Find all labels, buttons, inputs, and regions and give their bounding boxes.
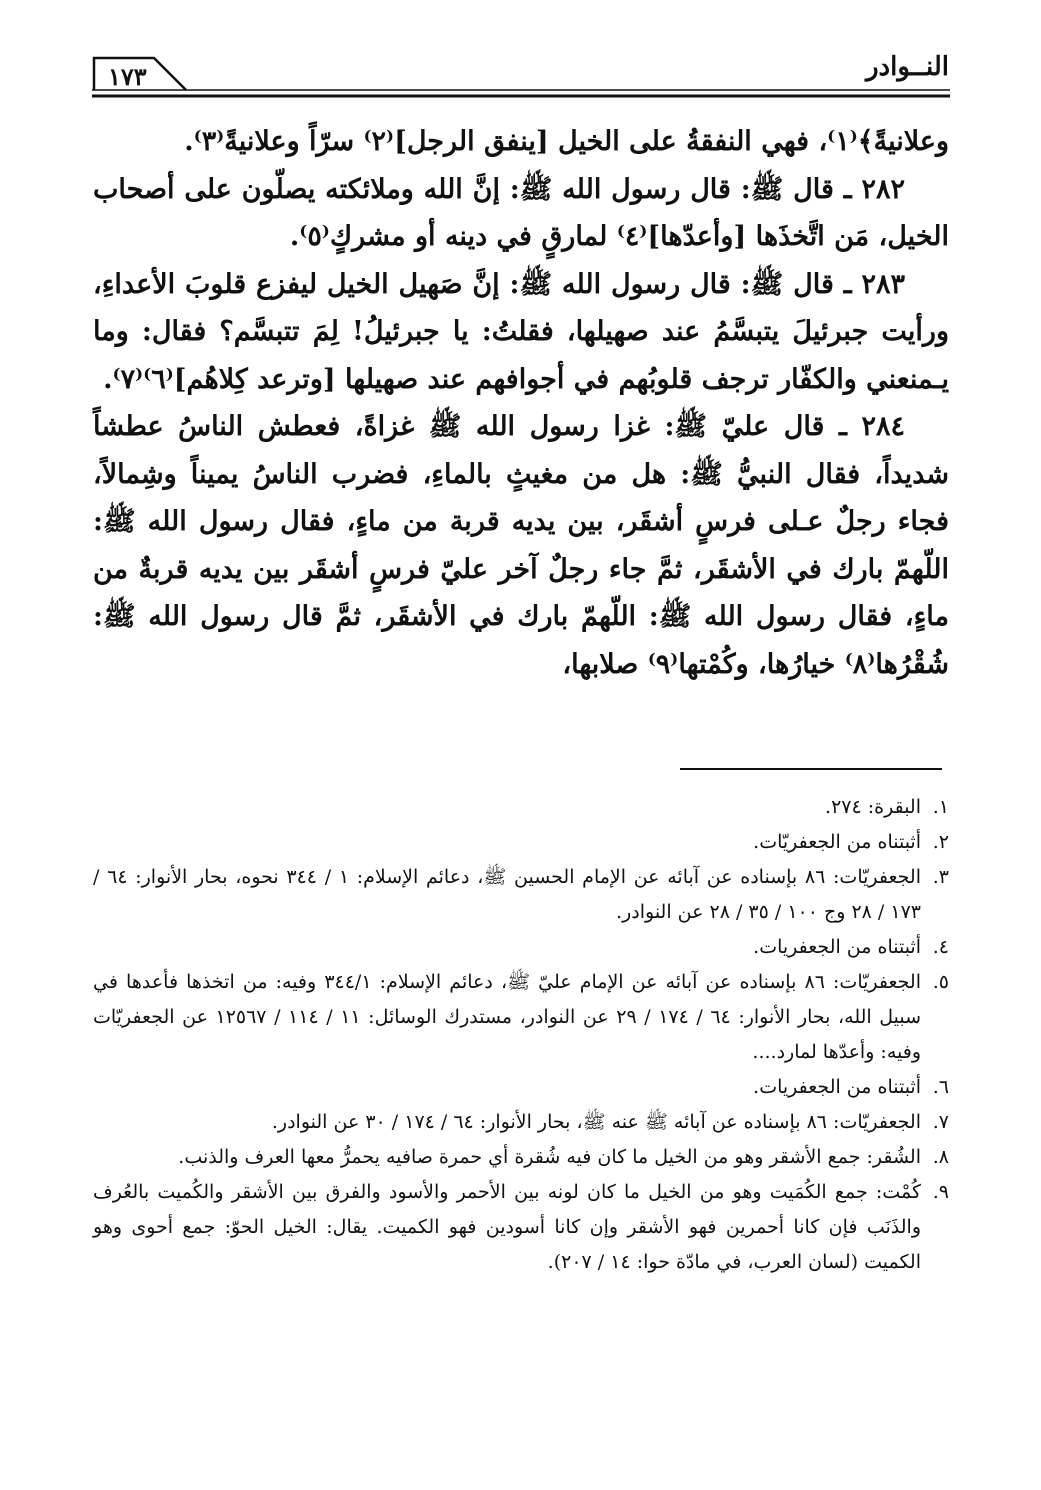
footnote-text: الجعفريّات: ٨٦ بإسناده عن آبائه ﷺ عنه ﷺ، بحار الأنوار: ٦٤ / ١٧٤ / ٣٠ عن النوادر. — [271, 1111, 921, 1133]
footnote-separator — [680, 768, 942, 770]
footnote — [93, 1070, 949, 1105]
footnote-text: أثبتناه من الجعفريات. — [753, 936, 921, 958]
footnote — [93, 860, 949, 930]
paragraph-284: ٢٨٤ ـ قال عليّ ﷺ: غزا رسول الله ﷺ غزاةً، فعطش الناسُ عطشاً شديداً، فقال النبيُّ ﷺ: هل من مغيثٍ بالماءِ، فضرب الناسُ يميناً وشِمالاً، فجاء رجلٌ عـلى فرسٍ أشقَر، بين يديه قربة من ماءٍ، فقال رسول الله ﷺ: اللّهمّ بارك في الأشقَر، ثمَّ جاء رجلٌ آخر عليّ فرسٍ أشقَر بين يديه قربةٌ من ماءٍ، فقال رسول الله ﷺ: اللّهمّ بارك في الأشقَر، ثمَّ قال رسول الله ﷺ: شُقْرُها⁽٨⁾ خيارُها، وكُمْتها⁽٩⁾ صلابها، — [93, 411, 949, 680]
footnote — [93, 930, 949, 965]
footnote — [93, 1140, 949, 1175]
footnote-text: كُمْت: جمع الكُمَيت وهو من الخيل ما كان لونه بين الأحمر والأسود والفرق بين الأشقر والكُميت بالعُرف والذَنَب فإن كانا أحمرين فهو الأشقر وإن كانا أسودين فهو الكميت. يقال: الخيل الحوّ: جمع أحوى وهو الكميت (لسان العرب، في مادّة حوا: ١٤ / ٢٠٧). — [93, 1181, 921, 1273]
footnote-text: أثبتناه من الجعفريات. — [753, 1076, 921, 1098]
paragraph: وعلانيةً﴾⁽١⁾، فهي النفقةُ على الخيل [ينفق الرجل]⁽٢⁾ سرّاً وعلانيةً⁽٣⁾. — [184, 126, 949, 157]
paragraph-283: ٢٨٣ ـ قال ﷺ: قال رسول الله ﷺ: إنَّ صَهيل الخيل ليفزع قلوبَ الأعداءِ، ورأيت جبرئيلَ يتبسَّمُ عند صهيلها، فقلتُ: يا جبرئيلُ! لِمَ تتبسَّم؟ فقال: وما يـمنعني والكفّار ترجف قلوبُهم في أجوافهم عند صهيلها [وترعد كِلاهُم]⁽٦⁾⁽٧⁾. — [93, 268, 949, 395]
paragraph-282: ٢٨٢ ـ قال ﷺ: قال رسول الله ﷺ: إنَّ الله وملائكته يصلّون على أصحاب الخيل، مَن اتَّخذَها [وأعدّها]⁽٤⁾ لمارقٍ في دينه أو مشركٍ⁽٥⁾. — [93, 173, 949, 252]
footnote-number: ٥. — [932, 971, 949, 993]
footnote — [93, 965, 949, 1070]
page-number: ١٧٣ — [108, 62, 147, 91]
footnote-number: ٢. — [932, 831, 949, 853]
footnote-number: ٤. — [932, 936, 949, 958]
header-rule — [92, 54, 950, 98]
footnote-number: ٧. — [932, 1111, 949, 1133]
running-header-title: النــوادر — [865, 52, 949, 82]
main-text — [93, 118, 949, 688]
footnotes — [93, 790, 949, 1280]
footnote — [93, 1105, 949, 1140]
footnote-text: الجعفريّات: ٨٦ بإسناده عن آبائه عن الإمام عليّ ﷺ، دعائم الإسلام: ٣٤٤/١ وفيه: من اتخذها فأعدها في سبيل الله، بحار الأنوار: ٦٤ / ١٧٤ / ٢٩ عن النوادر، مستدرك الوسائل: ١١ / ١١٤ / ١٢٥٦٧ عن الجعفريّات وفيه: وأعدّها لمارد.... — [93, 971, 922, 1063]
footnote — [93, 790, 949, 825]
footnote-text: الشُقر: جمع الأشقر وهو من الخيل ما كان فيه شُقرة أي حمرة صافيه يحمرُّ معها العرف والذنب. — [178, 1146, 921, 1168]
footnote-number: ١. — [932, 796, 949, 818]
footnote — [93, 1175, 949, 1280]
footnote-text: أثبتناه من الجعفريّات. — [753, 831, 921, 853]
footnote-number: ٦. — [932, 1076, 949, 1098]
footnote — [93, 825, 949, 860]
footnote-number: ٨. — [932, 1146, 949, 1168]
footnote-text: الجعفريّات: ٨٦ بإسناده عن آبائه عن الإمام الحسين ﷺ، دعائم الإسلام: ١ / ٣٤٤ نحوه، بحار الأنوار: ٦٤ / ١٧٣ / ٢٨ وج ١٠٠ / ٣٥ / ٢٨ عن النوادر. — [93, 866, 921, 923]
footnote-number: ٣. — [932, 866, 949, 888]
footnote-text: البقرة: ٢٧٤. — [825, 796, 921, 818]
footnote-number: ٩. — [932, 1181, 949, 1203]
